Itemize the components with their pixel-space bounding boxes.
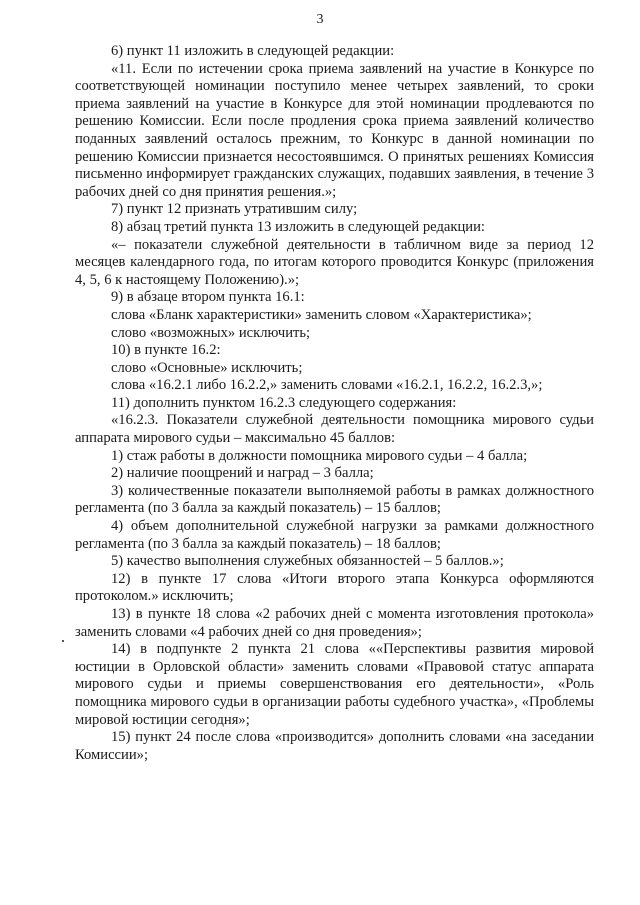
paragraph-1: 6) пункт 11 изложить в следующей редакции: — [111, 43, 395, 59]
paragraph-21: 14) в подпункте 2 пункта 21 слова ««Перспективы развития мировой юстиции в Орловской области» заменить словами «Правовой статус аппарата мирового судьи и приемы совершенствования его деятельности», «Роль помощника мирового судьи в организации работы судебного участка», «Проблемы мировой юстиции сегодня»; — [75, 641, 594, 728]
paragraph-8: слово «возможных» исключить; — [111, 324, 311, 341]
paragraph-15: 2) наличие поощрений и наград – 3 балла; — [111, 465, 374, 482]
paragraph-10: слово «Основные» исключить; — [111, 359, 303, 376]
paragraph-22: 15) пункт 24 после слова «производится» дополнить словами «на заседании Комиссии»; — [75, 729, 594, 763]
paragraph-4: 8) абзац третий пункта 13 изложить в следующей редакции: — [111, 218, 485, 235]
paragraph-20: 13) в пункте 18 слова «2 рабочих дней с момента изготовления протокола» заменить словами «4 рабочих дней со дня проведения»; — [75, 606, 594, 640]
scan-speck — [62, 640, 64, 642]
paragraph-19: 12) в пункте 17 слова «Итоги второго этапа Конкурса оформляются протоколом.» исключить; — [75, 570, 594, 605]
paragraph-13: «16.2.3. Показатели служебной деятельности помощника мирового судьи аппарата мирового судьи – максимально 45 баллов: — [75, 412, 594, 447]
page-number: 3 — [316, 12, 324, 27]
paragraph-7: слова «Бланк характеристики» заменить словом «Характеристика»; — [111, 306, 532, 323]
paragraph-16: 3) количественные показатели выполняемой работы в рамках должностного регламента (по 3 балла за каждый показатель) – 15 баллов; — [75, 482, 594, 517]
paragraph-14: 1) стаж работы в должности помощника мирового судьи – 4 балла; — [111, 447, 528, 464]
paragraph-18: 5) качество выполнения служебных обязанностей – 5 баллов.»; — [111, 553, 504, 570]
paragraph-17: 4) объем дополнительной служебной нагрузки за рамками должностного регламента (по 3 балла за каждый показатель) – 18 баллов; — [75, 518, 594, 552]
paragraph-2: «11. Если по истечении срока приема заявлений на участие в Конкурсе по соответствующей номинации поступило менее четырех заявлений, то сроки приема заявлений на участие в Конкурсе для этой номинации продлеваются по решению Комиссии. Если после продления срока приема заявлений количество поданных заявлений осталось прежним, то Конкурс в данной номинации по решению Комиссии признается несостоявшимся. О принятых решениях Комиссия письменно информирует гражданских служащих, подавших заявления, в течение 3 рабочих дней со дня принятия решения.»; — [75, 60, 594, 200]
paragraph-3: 7) пункт 12 признать утратившим силу; — [111, 201, 358, 218]
paragraph-9: 10) в пункте 16.2: — [111, 342, 221, 359]
document-body — [75, 43, 594, 764]
paragraph-11: слова «16.2.1 либо 16.2.2,» заменить словами «16.2.1, 16.2.2, 16.2.3,»; — [111, 377, 543, 394]
paragraph-5: «– показатели служебной деятельности в табличном виде за период 12 месяцев календарного года, по итогам которого проводится Конкурс (приложения 4, 5, 6 к настоящему Положению).»; — [75, 236, 594, 288]
paragraph-12: 11) дополнить пунктом 16.2.3 следующего содержания: — [111, 394, 457, 411]
paragraph-6: 9) в абзаце втором пункта 16.1: — [111, 289, 305, 306]
